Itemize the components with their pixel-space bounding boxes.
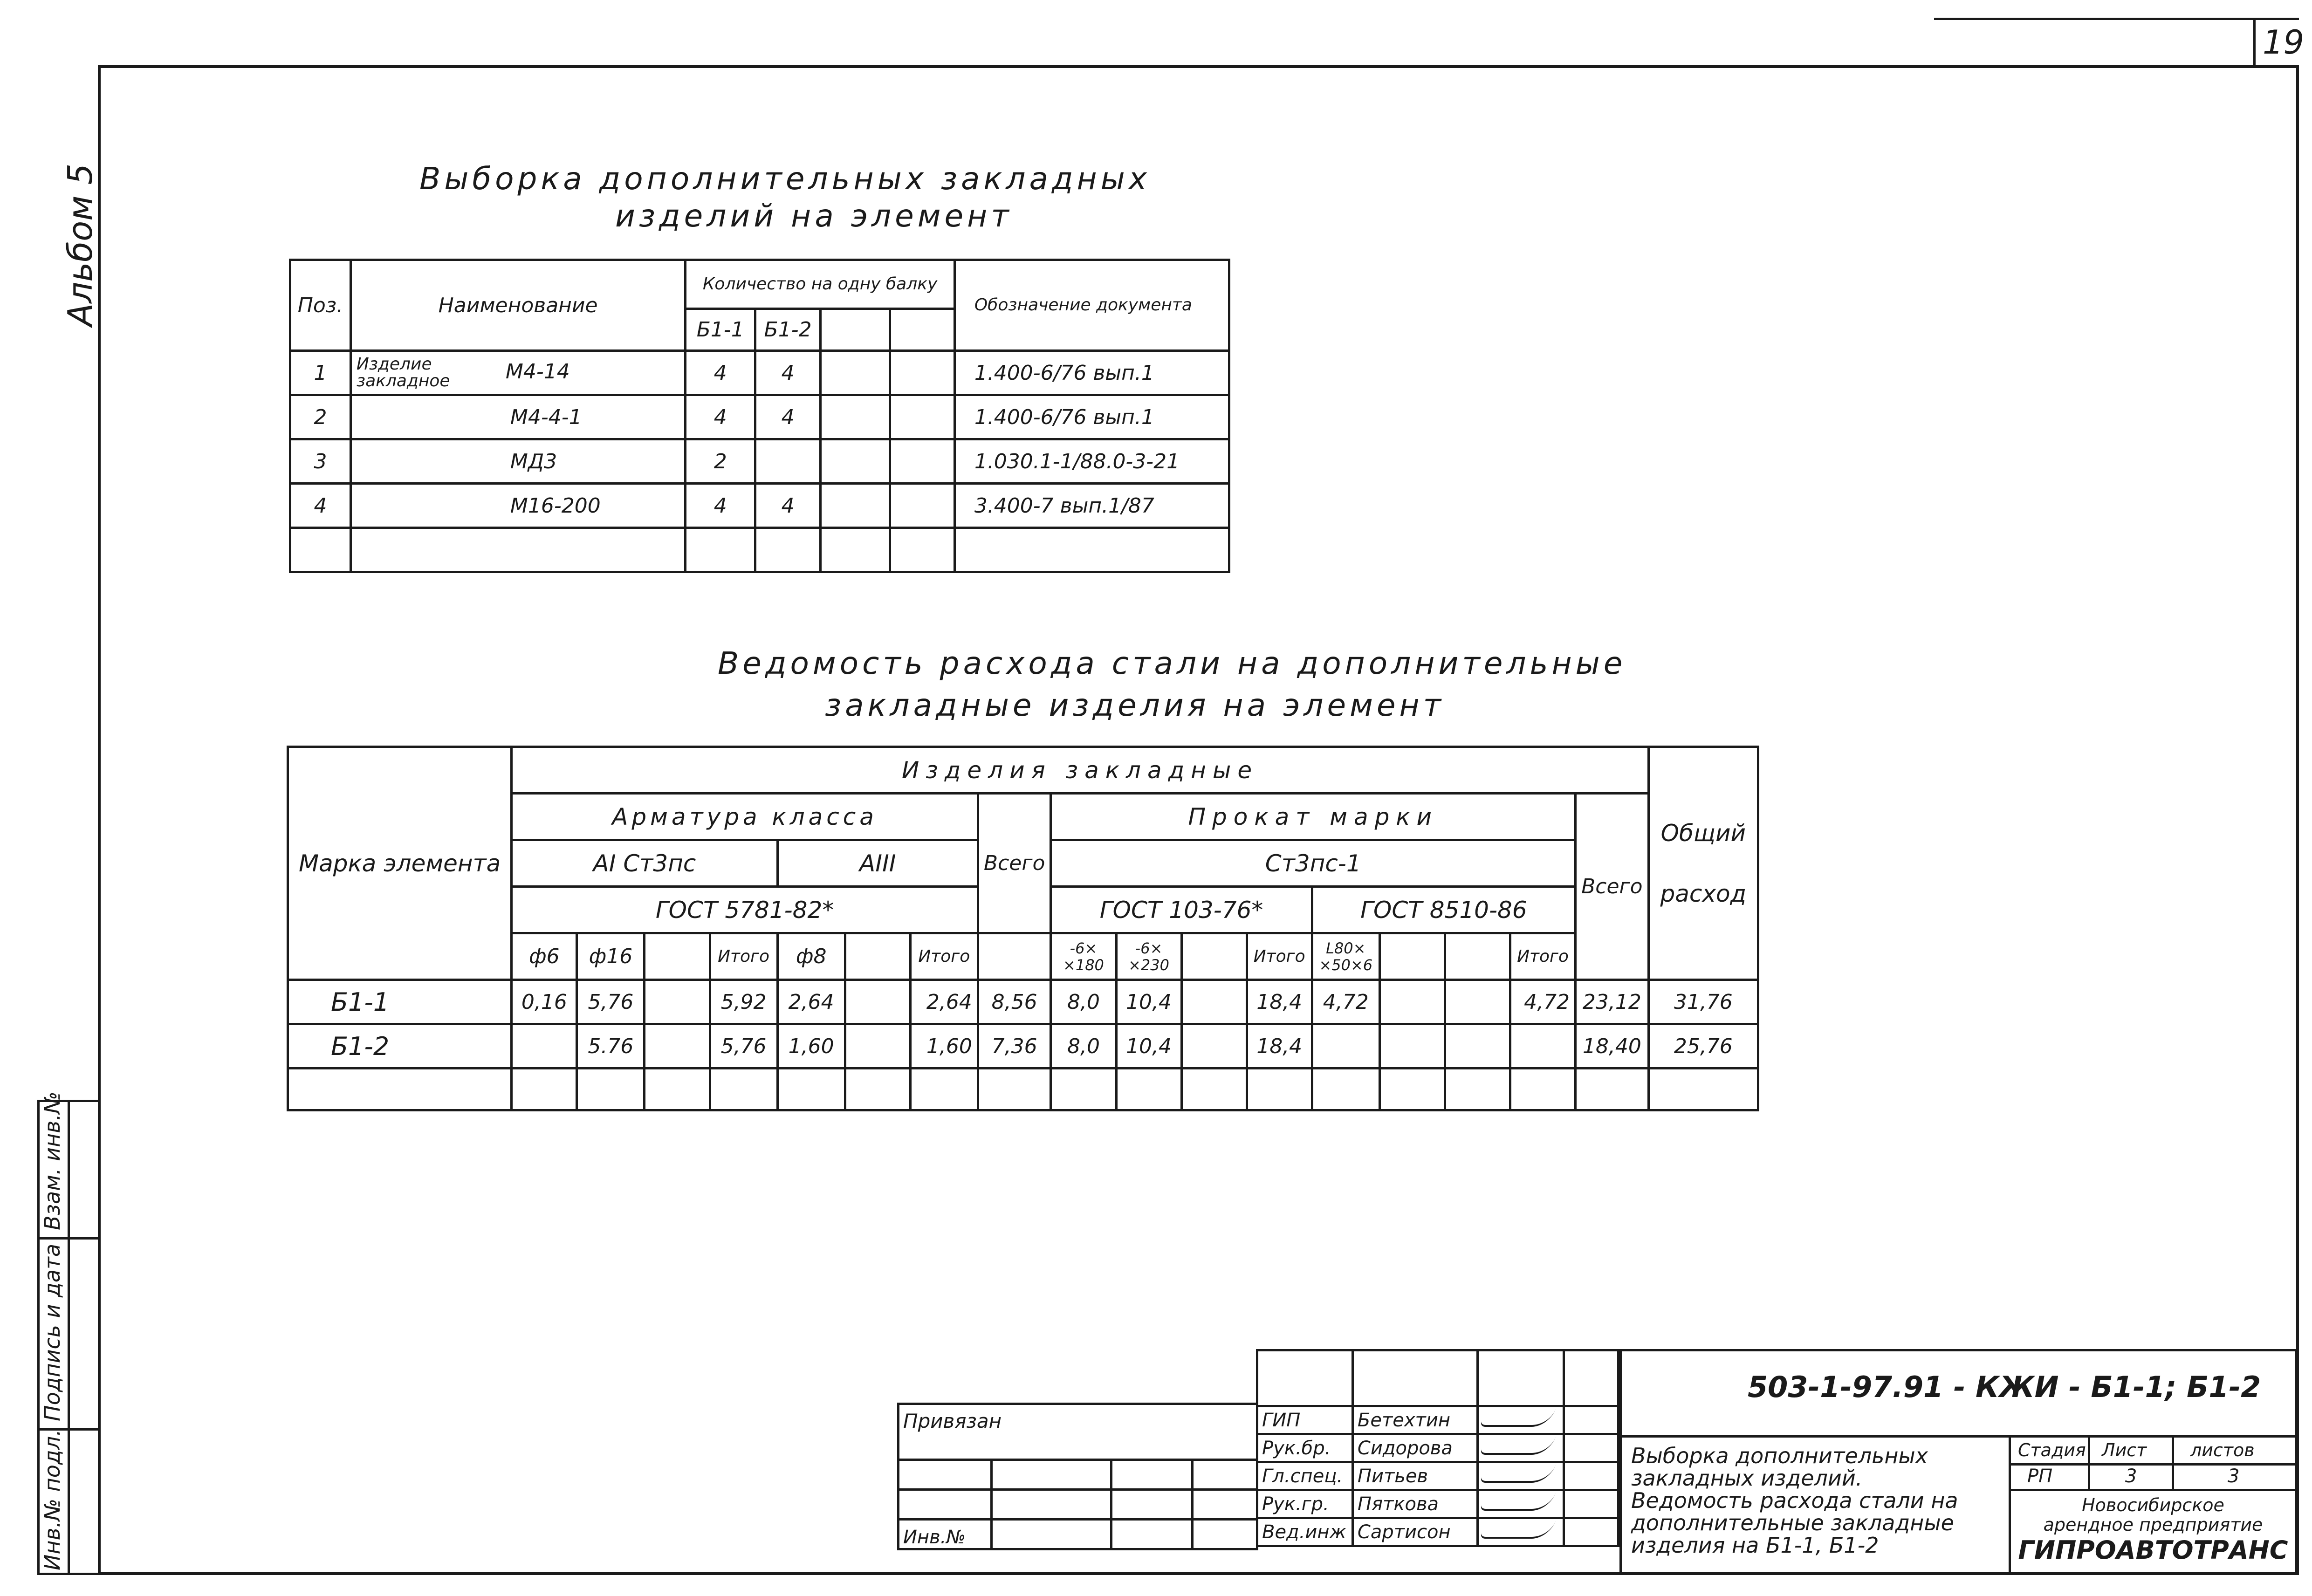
t1-pos: 4 — [290, 484, 351, 528]
t1-mark: М4-4-1 — [350, 395, 685, 439]
table-row — [288, 1069, 1758, 1110]
t2-header-gost-arm: ГОСТ 5781-82* — [512, 887, 978, 933]
t2-cell: 8,56 — [978, 980, 1051, 1024]
role-row — [1257, 1434, 1619, 1462]
t1-header-qty: Количество на одну балку — [686, 260, 954, 309]
table-row — [288, 980, 1758, 1024]
t2-cell: 1,60 — [777, 1024, 845, 1069]
signature — [1478, 1518, 1564, 1546]
table2-title-line1: Ведомость расхода стали на дополнительные — [718, 645, 1626, 681]
t1-mark: М4-14 — [505, 360, 570, 384]
t2-cell: 8,0 — [1051, 1024, 1116, 1069]
t1-mark: М16-200 — [350, 484, 685, 528]
t2-cell: 10,4 — [1116, 980, 1181, 1024]
signature — [1478, 1462, 1564, 1490]
t2-sub-header — [1181, 933, 1247, 980]
t2-cell — [512, 1024, 577, 1069]
t2-cell — [1510, 1024, 1575, 1069]
t1-header-name: Наименование — [350, 260, 685, 351]
t1-b1-1: 4 — [686, 351, 755, 395]
org-name: ГИПРОАВТОТРАНС — [2018, 1535, 2288, 1565]
t2-cell — [845, 1024, 910, 1069]
t1-b1-1: 4 — [686, 395, 755, 439]
signature — [1478, 1406, 1564, 1434]
sheet-title-line: изделия на Б1-1, Б1-2 — [1631, 1533, 1879, 1558]
t2-sub-header: -6× ×180 — [1051, 933, 1116, 980]
t2-cell: 5,92 — [710, 980, 777, 1024]
t2-sub-header: Итого — [1247, 933, 1312, 980]
page-number: 19 — [2263, 23, 2305, 62]
table1 — [289, 259, 1230, 573]
t1-doc: 1.400-6/76 вып.1 — [954, 395, 1229, 439]
sheet-title-line: дополнительные закладные — [1631, 1510, 1954, 1535]
signature — [1478, 1434, 1564, 1462]
t1-header-b1-1: Б1-1 — [686, 309, 755, 351]
role-title: Гл.спец. — [1257, 1462, 1353, 1490]
t2-header-vsego-arm: Всего — [978, 794, 1051, 933]
t2-header-gost103: ГОСТ 103-76* — [1051, 887, 1312, 933]
org-line2: арендное предприятие — [2043, 1514, 2263, 1535]
t2-cell — [1445, 1024, 1510, 1069]
role-name: Пяткова — [1352, 1490, 1478, 1518]
t2-cell: 25,76 — [1648, 1024, 1758, 1069]
role-name: Сартисон — [1352, 1518, 1478, 1546]
t1-doc: 1.400-6/76 вып.1 — [954, 351, 1229, 395]
t1-b1-1: 2 — [686, 439, 755, 484]
t1-b1-2: 4 — [755, 395, 821, 439]
t2-sub-header: ф8 — [777, 933, 845, 980]
t2-cell: 2,64 — [910, 980, 978, 1024]
t2-cell: 1,60 — [910, 1024, 978, 1069]
album-label: Альбом 5 — [61, 163, 100, 326]
privyazan-label: Привязан — [899, 1404, 1257, 1460]
sheet-title-line: Ведомость расхода стали на — [1631, 1488, 1958, 1513]
table-row — [290, 439, 1229, 484]
t2-cell — [1445, 980, 1510, 1024]
t1-doc: 3.400-7 вып.1/87 — [954, 484, 1229, 528]
t2-sub-header: ф16 — [577, 933, 645, 980]
stadia-value: РП — [2027, 1466, 2053, 1487]
t2-cell: 18,4 — [1247, 1024, 1312, 1069]
side-label-inv: Инв.№ подл. — [40, 1429, 65, 1570]
t2-header-prokat: Прокат марки — [1051, 794, 1576, 840]
t2-header-armatura: Арматура класса — [512, 794, 978, 840]
table1-title-line2: изделий на элемент — [615, 198, 1013, 234]
t2-sub-header: Итого — [910, 933, 978, 980]
t2-cell: 4,72 — [1312, 980, 1379, 1024]
t2-cell — [845, 980, 910, 1024]
t2-header-a1: АI Ст3пс — [512, 840, 777, 887]
t1-pos: 2 — [290, 395, 351, 439]
roles-block — [1256, 1349, 1619, 1547]
t2-row-mark: Б1-2 — [288, 1024, 512, 1069]
listov-value: 3 — [2228, 1466, 2240, 1487]
role-row — [1257, 1490, 1619, 1518]
page-number-divider — [2253, 18, 2256, 67]
table-row — [290, 484, 1229, 528]
binding-block — [897, 1403, 1258, 1550]
t1-name-prefix: Изделие закладное — [356, 355, 450, 390]
t1-b1-2: 4 — [755, 351, 821, 395]
t2-header-obshiy: Общий расход — [1648, 747, 1758, 980]
inv-label: Инв.№ — [899, 1520, 992, 1549]
title-block — [1619, 1349, 2298, 1575]
signature — [1478, 1490, 1564, 1518]
t2-sub-header — [645, 933, 710, 980]
role-name: Питьев — [1352, 1462, 1478, 1490]
t2-cell: 5,76 — [577, 980, 645, 1024]
t2-cell: 0,16 — [512, 980, 577, 1024]
list-value: 3 — [2125, 1466, 2137, 1487]
t1-b1-1: 4 — [686, 484, 755, 528]
t2-cell: 23,12 — [1576, 980, 1649, 1024]
t1-b1-2: 4 — [755, 484, 821, 528]
t2-cell — [645, 980, 710, 1024]
t2-header-vsego-prokat: Всего — [1576, 794, 1649, 980]
t2-sub-header: Итого — [710, 933, 777, 980]
t2-cell: 2,64 — [777, 980, 845, 1024]
t2-header-gost8510: ГОСТ 8510-86 — [1312, 887, 1575, 933]
role-title: Рук.гр. — [1257, 1490, 1353, 1518]
side-label-signature: Подпись и дата — [40, 1243, 65, 1421]
t2-cell — [1312, 1024, 1379, 1069]
role-row — [1257, 1518, 1619, 1546]
table-row — [290, 528, 1229, 572]
t2-cell — [645, 1024, 710, 1069]
side-label-replace: Взам. инв.№ — [40, 1091, 65, 1230]
t2-cell — [1379, 980, 1445, 1024]
t2-sub-header: L80× ×50×6 — [1312, 933, 1379, 980]
t2-cell: 18,40 — [1576, 1024, 1649, 1069]
role-title: Рук.бр. — [1257, 1434, 1353, 1462]
t2-header-marka: Марка элемента — [288, 747, 512, 980]
t2-cell: 4,72 — [1510, 980, 1575, 1024]
org-line1: Новосибирское — [2082, 1495, 2224, 1515]
stadia-label: Стадия — [2018, 1440, 2086, 1460]
role-row — [1257, 1462, 1619, 1490]
t2-cell: 8,0 — [1051, 980, 1116, 1024]
top-rule — [1934, 18, 2299, 20]
t2-cell — [1379, 1024, 1445, 1069]
t1-mark: МД3 — [350, 439, 685, 484]
sheet-title-line: Выборка дополнительных — [1631, 1443, 1928, 1468]
t2-cell: 18,4 — [1247, 980, 1312, 1024]
t2-header-izdelia: Изделия закладные — [512, 747, 1648, 794]
t1-b1-2 — [755, 439, 821, 484]
table2-title-line2: закладные изделия на элемент — [825, 687, 1445, 723]
t2-sub-header — [1379, 933, 1445, 980]
t2-cell: 31,76 — [1648, 980, 1758, 1024]
document-designation: 503-1-97.91 - КЖИ - Б1-1; Б1-2 — [1748, 1370, 2261, 1404]
table1-title-line1: Выборка дополнительных закладных — [419, 161, 1151, 197]
list-label: Лист — [2102, 1440, 2147, 1460]
t2-cell: 7,36 — [978, 1024, 1051, 1069]
t2-cell — [1181, 1024, 1247, 1069]
t1-header-b1-2: Б1-2 — [755, 309, 821, 351]
table-row — [290, 395, 1229, 439]
t1-header-doc: Обозначение документа — [954, 260, 1229, 351]
listov-label: листов — [2190, 1440, 2255, 1460]
table-row — [288, 1024, 1758, 1069]
t1-pos: 3 — [290, 439, 351, 484]
t2-sub-header — [1445, 933, 1510, 980]
role-row — [1257, 1406, 1619, 1434]
role-title: Вед.инж — [1257, 1518, 1353, 1546]
t2-row-mark: Б1-1 — [288, 980, 512, 1024]
t1-header-pos: Поз. — [290, 260, 351, 351]
table2 — [287, 746, 1759, 1111]
t2-sub-header: -6× ×230 — [1116, 933, 1181, 980]
t2-header-a3: АIII — [777, 840, 978, 887]
t2-header-st3: Ст3пс-1 — [1051, 840, 1576, 887]
role-name: Сидорова — [1352, 1434, 1478, 1462]
t2-cell: 5.76 — [577, 1024, 645, 1069]
sheet-title — [1631, 1445, 1958, 1556]
t2-cell: 10,4 — [1116, 1024, 1181, 1069]
t1-header-empty — [821, 309, 890, 351]
role-name: Бетехтин — [1352, 1406, 1478, 1434]
table-row — [290, 351, 1229, 395]
t2-sub-header: Итого — [1510, 933, 1575, 980]
t1-doc: 1.030.1-1/88.0-3-21 — [954, 439, 1229, 484]
t2-cell — [1181, 980, 1247, 1024]
t1-pos: 1 — [290, 351, 351, 395]
t1-name — [350, 351, 685, 395]
t1-header-empty — [890, 309, 954, 351]
t2-sub-header — [845, 933, 910, 980]
t2-sub-header: ф6 — [512, 933, 577, 980]
t2-cell: 5,76 — [710, 1024, 777, 1069]
sheet-title-line: закладных изделий. — [1631, 1466, 1863, 1491]
role-title: ГИП — [1257, 1406, 1353, 1434]
